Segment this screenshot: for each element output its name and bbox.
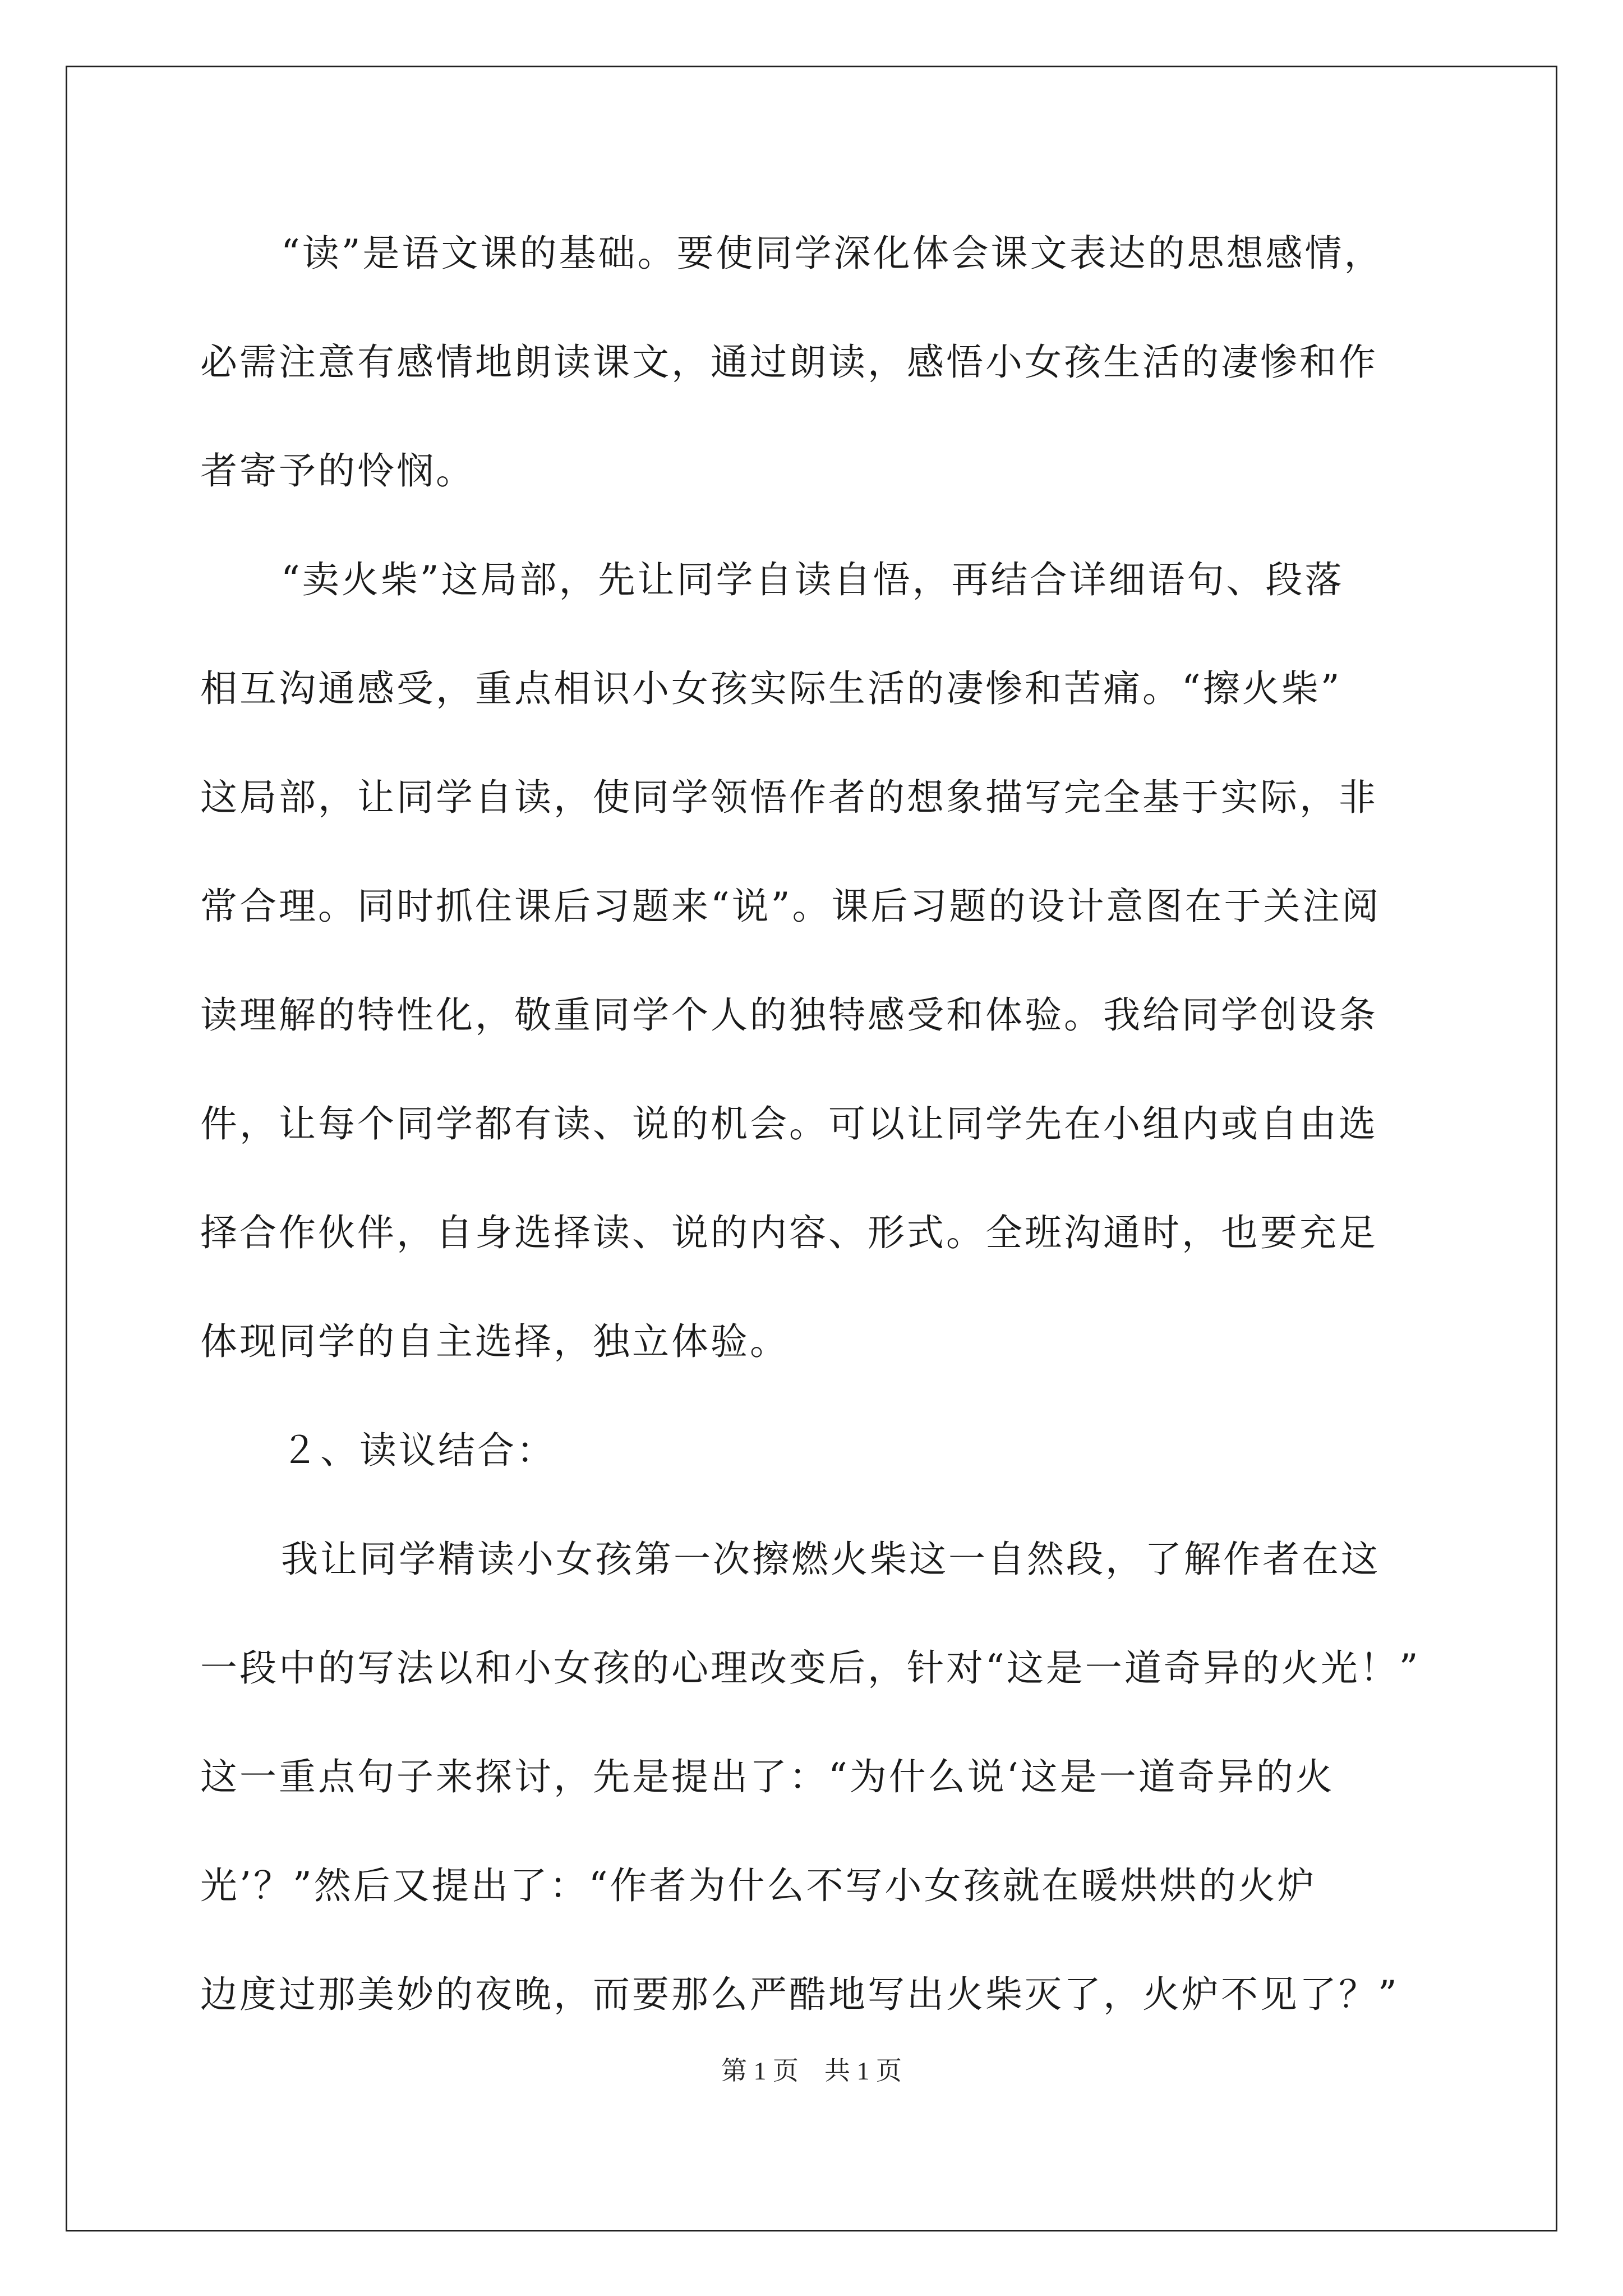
paragraph-3-line-4: 光’？”然后又提出了：“作者为什么不写小女孩就在暖烘烘的火炉 bbox=[200, 1864, 1317, 1907]
document-body bbox=[200, 199, 1434, 2049]
paragraph-3-line-3: 这一重点句子来探讨，先是提出了：“为什么说‘这是一道奇异的火 bbox=[200, 1755, 1335, 1798]
paragraph-2-line-5: 读理解的特性化，敬重同学个人的独特感受和体验。我给同学创设条 bbox=[200, 993, 1378, 1037]
paragraph-2-line-8: 体现同学的自主选择，独立体验。 bbox=[200, 1320, 789, 1363]
paragraph-3-line-1: 我让同学精读小女孩第一次擦燃火柴这一自然段，了解作者在这 bbox=[281, 1538, 1380, 1581]
page-footer: 第 1 页 共 1 页 bbox=[721, 2056, 902, 2085]
paragraph-2-line-2: 相互沟通感受，重点相识小女孩实际生活的凄惨和苦痛。“擦火柴” bbox=[200, 667, 1342, 710]
paragraph-1-line-3: 者寄予的怜悯。 bbox=[200, 449, 475, 493]
paragraph-3-line-2: 一段中的写法以和小女孩的心理改变后，针对“这是一道奇异的火光！” bbox=[200, 1646, 1421, 1690]
paragraph-2-line-7: 择合作伙伴，自身选择读、说的内容、形式。全班沟通时，也要充足 bbox=[200, 1211, 1378, 1254]
paragraph-2-line-3: 这局部，让同学自读，使同学领悟作者的想象描写完全基于实际，非 bbox=[200, 776, 1378, 819]
paragraph-2-line-6: 件，让每个同学都有读、说的机会。可以让同学先在小组内或自由选 bbox=[200, 1102, 1378, 1145]
paragraph-2-line-4: 常合理。同时抓住课后习题来“说”。课后习题的设计意图在于关注阅 bbox=[200, 885, 1381, 928]
section-heading: ２、读议结合： bbox=[281, 1429, 556, 1472]
paragraph-1-line-2: 必需注意有感情地朗读课文，通过朗读，感悟小女孩生活的凄惨和作 bbox=[200, 341, 1378, 384]
paragraph-3-line-5: 边度过那美妙的夜晚，而要那么严酷地写出火柴灭了，火炉不见了？” bbox=[200, 1973, 1399, 2016]
paragraph-2-line-1: “卖火柴”这局部，先让同学自读自悟，再结合详细语句、段落 bbox=[281, 558, 1344, 601]
paragraph-1-line-1: “读”是语文课的基础。要使同学深化体会课文表达的思想感情， bbox=[281, 232, 1384, 275]
